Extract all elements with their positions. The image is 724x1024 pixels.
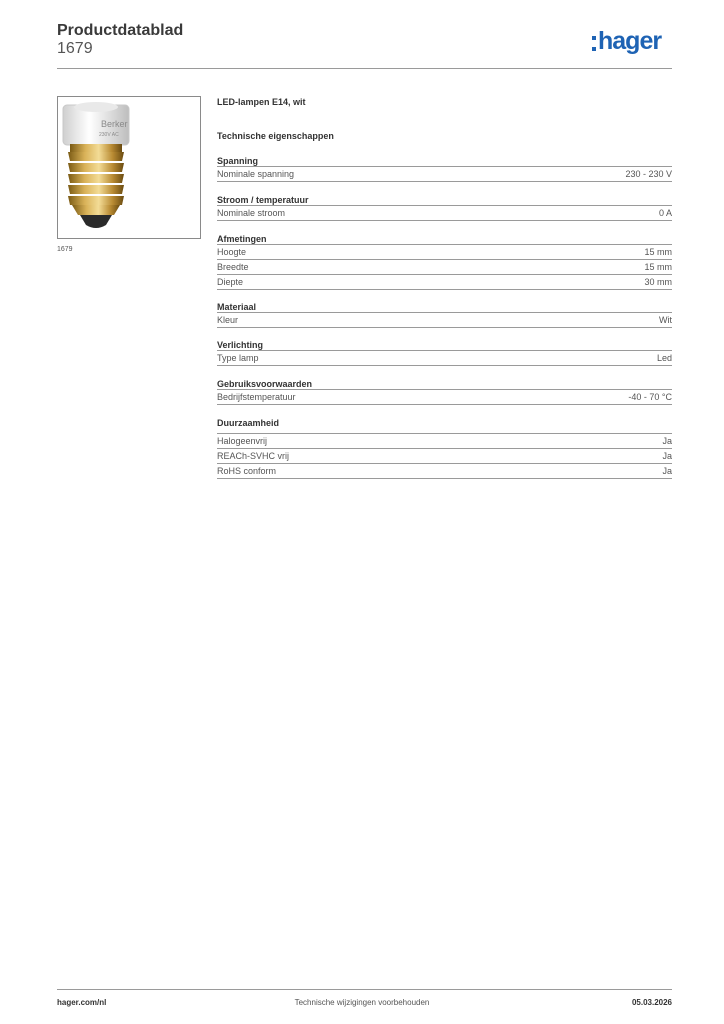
row-value: Ja <box>662 436 672 446</box>
product-image <box>57 96 201 239</box>
row-label: Breedte <box>217 262 249 272</box>
product-name: LED-lampen E14, wit <box>217 97 306 107</box>
table-row <box>217 260 672 275</box>
table-row <box>217 313 672 328</box>
section-title: Materiaal <box>217 301 672 313</box>
footer-date: 05.03.2026 <box>631 998 672 1007</box>
row-value: 15 mm <box>644 247 672 257</box>
row-value: Led <box>656 353 672 363</box>
row-value: 15 mm <box>644 262 672 272</box>
section-stroom-temperatuur <box>217 194 672 221</box>
hager-logo[interactable] <box>592 26 674 58</box>
image-caption: 1679 <box>57 246 73 253</box>
technical-properties-title: Technische eigenschappen <box>217 131 334 141</box>
section-title: Spanning <box>217 155 672 167</box>
section-verlichting <box>217 339 672 366</box>
row-label: Hoogte <box>217 247 247 257</box>
logo-text: hager <box>598 27 662 55</box>
led-lamp-icon <box>58 97 200 238</box>
row-value: 230 - 230 V <box>625 169 672 179</box>
row-label: Nominale stroom <box>217 208 286 218</box>
table-row <box>217 351 672 366</box>
table-row <box>217 245 672 260</box>
page-title: Productdatablad <box>57 22 184 39</box>
row-label: Diepte <box>217 277 244 287</box>
footer-disclaimer: Technische wijzigingen voorbehouden <box>294 998 430 1007</box>
table-row <box>217 390 672 405</box>
row-value: 30 mm <box>644 277 672 287</box>
row-label: RoHS conform <box>217 466 277 476</box>
row-label: Type lamp <box>217 353 259 363</box>
row-label: Nominale spanning <box>217 169 295 179</box>
lamp-label-brand: Berker <box>101 119 128 129</box>
product-number: 1679 <box>57 40 93 57</box>
table-row <box>217 449 672 464</box>
section-title: Verlichting <box>217 339 672 351</box>
header-divider <box>57 68 672 69</box>
table-row <box>217 434 672 449</box>
row-value: Wit <box>659 315 672 325</box>
section-title: Duurzaamheid <box>217 417 672 434</box>
section-afmetingen <box>217 233 672 290</box>
section-materiaal <box>217 301 672 328</box>
row-label: Bedrijfstemperatuur <box>217 392 296 402</box>
row-value: -40 - 70 °C <box>628 392 672 402</box>
section-gebruiksvoorwaarden <box>217 378 672 405</box>
table-row <box>217 464 672 479</box>
section-title: Afmetingen <box>217 233 672 245</box>
row-value: 0 A <box>658 208 672 218</box>
table-row <box>217 206 672 221</box>
section-duurzaamheid <box>217 417 672 479</box>
section-title: Stroom / temperatuur <box>217 194 672 206</box>
row-value: Ja <box>662 451 672 461</box>
row-label: REACh-SVHC vrij <box>217 451 290 461</box>
row-value: Ja <box>662 466 672 476</box>
row-label: Kleur <box>217 315 239 325</box>
logo-dots-icon <box>592 36 597 53</box>
footer-website-link[interactable]: hager.com/nl <box>57 998 107 1007</box>
table-row <box>217 275 672 290</box>
section-title: Gebruiksvoorwaarden <box>217 378 672 390</box>
lamp-label-voltage: 230V AC <box>99 132 119 138</box>
table-row <box>217 167 672 182</box>
section-spanning <box>217 155 672 182</box>
footer-divider <box>57 989 672 990</box>
row-label: Halogeenvrij <box>217 436 268 446</box>
